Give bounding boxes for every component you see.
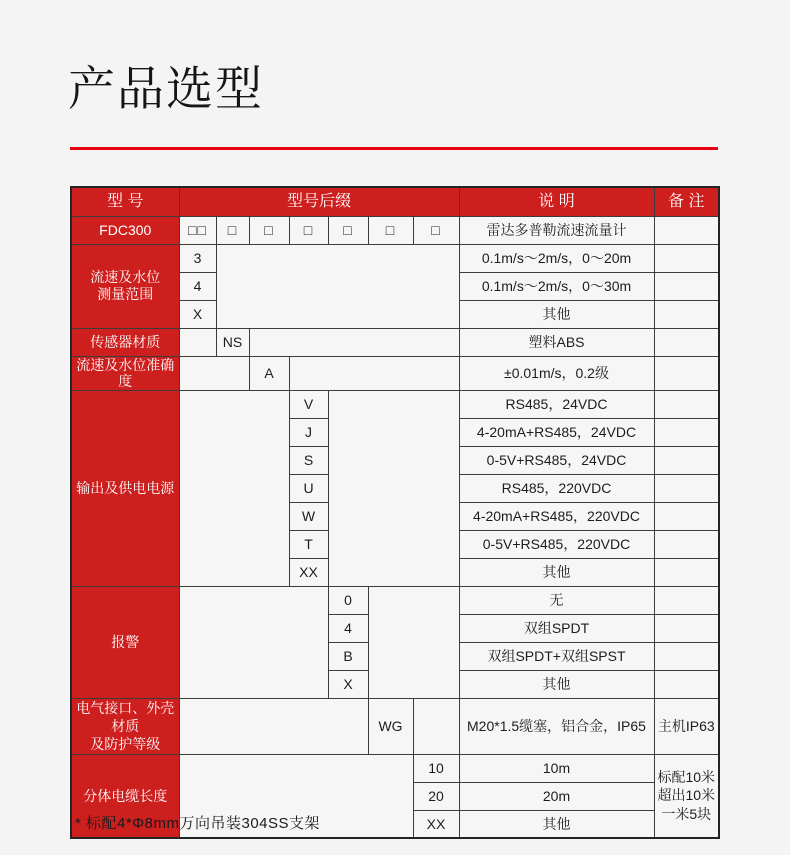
remark-cell (654, 615, 719, 643)
desc-cell: 0.1m/s～2m/s，0～30m (459, 272, 654, 300)
table-row (71, 328, 719, 356)
table-row (71, 587, 719, 615)
group-label-electrical (71, 699, 179, 755)
empty-cell (216, 244, 459, 328)
remark-cell (654, 643, 719, 671)
remark-line: 标配10米 (657, 768, 716, 785)
desc-cell: 0.1m/s～2m/s，0～20m (459, 244, 654, 272)
empty-cell (179, 356, 249, 391)
desc-cell: 无 (459, 587, 654, 615)
remark-cell (654, 391, 719, 419)
group-label-line: 及防护等级 (90, 736, 161, 753)
desc-cell: 20m (459, 782, 654, 810)
table-row-fdc300 (71, 216, 719, 244)
remark-cell (654, 328, 719, 356)
remark-cell (654, 671, 719, 699)
desc-cell: 4-20mA+RS485，220VDC (459, 503, 654, 531)
column-header-model: 型 号 (71, 187, 179, 216)
remark-cell: 主机IP63 (654, 699, 719, 755)
suffix-box-cell: □ (216, 216, 249, 244)
desc-cell: 0-5V+RS485，220VDC (459, 531, 654, 559)
code-cell: B (328, 643, 368, 671)
desc-cell: 塑料ABS (459, 328, 654, 356)
code-cell: T (289, 531, 328, 559)
desc-cell: RS485，220VDC (459, 475, 654, 503)
desc-cell: M20*1.5缆塞，铝合金，IP65 (459, 699, 654, 755)
code-cell: 20 (413, 782, 459, 810)
group-label-sensor: 传感器材质 (71, 328, 179, 356)
desc-cell: 其他 (459, 810, 654, 838)
desc-cell: RS485，24VDC (459, 391, 654, 419)
suffix-box-cell: □□ (179, 216, 216, 244)
code-cell: X (179, 300, 216, 328)
desc-cell: 其他 (459, 300, 654, 328)
code-cell: 10 (413, 754, 459, 782)
desc-cell: 0-5V+RS485，24VDC (459, 447, 654, 475)
empty-cell (328, 391, 459, 587)
remark-cell (654, 587, 719, 615)
table-row (71, 699, 719, 755)
remark-cell (654, 531, 719, 559)
column-header-desc: 说 明 (459, 187, 654, 216)
desc-cell: 双组SPDT+双组SPST (459, 643, 654, 671)
group-label-line: 流速及水位 (90, 268, 161, 285)
remark-cell (654, 244, 719, 272)
suffix-box-cell: □ (413, 216, 459, 244)
group-label-line: 测量范围 (97, 286, 154, 302)
desc-cell: 双组SPDT (459, 615, 654, 643)
remark-cell (654, 272, 719, 300)
table-row (71, 391, 719, 419)
desc-cell: 其他 (459, 559, 654, 587)
remark-cell (654, 447, 719, 475)
remark-line: 一米5块 (661, 806, 712, 823)
remark-cell (654, 503, 719, 531)
desc-cell: ±0.01m/s，0.2级 (459, 356, 654, 391)
suffix-box-cell: □ (368, 216, 413, 244)
empty-cell (179, 328, 216, 356)
column-header-remark: 备 注 (654, 187, 719, 216)
code-cell: XX (289, 559, 328, 587)
table-row (71, 754, 719, 782)
page-title: 产品选型 (68, 62, 264, 115)
remark-line: 超出10米 (657, 787, 716, 804)
table-row (71, 244, 719, 272)
code-cell: A (249, 356, 289, 391)
table-row (71, 356, 719, 391)
empty-cell (179, 391, 289, 587)
group-label-output: 输出及供电电源 (71, 391, 179, 587)
code-cell: J (289, 419, 328, 447)
title-divider (70, 147, 718, 150)
remark-cell (654, 216, 719, 244)
remark-cell (654, 475, 719, 503)
column-header-suffix: 型号后缀 (179, 187, 459, 216)
group-label-range (71, 244, 179, 328)
code-cell: NS (216, 328, 249, 356)
suffix-box-cell: □ (328, 216, 368, 244)
remark-cell (654, 559, 719, 587)
table-header-row (71, 187, 719, 216)
code-cell: 3 (179, 244, 216, 272)
remark-cell (654, 300, 719, 328)
code-cell: W (289, 503, 328, 531)
desc-cell: 雷达多普勒流速流量计 (459, 216, 654, 244)
desc-cell: 10m (459, 754, 654, 782)
group-label-alarm: 报警 (71, 587, 179, 699)
code-cell: WG (368, 699, 413, 755)
code-cell: XX (413, 810, 459, 838)
desc-cell: 其他 (459, 671, 654, 699)
group-label-cable: 分体电缆长度 (71, 754, 179, 838)
empty-cell (179, 699, 368, 755)
code-cell: 4 (328, 615, 368, 643)
group-label-accuracy: 流速及水位准确度 (71, 356, 179, 391)
remark-cell (654, 419, 719, 447)
code-cell: 0 (328, 587, 368, 615)
suffix-box-cell: □ (289, 216, 328, 244)
empty-cell (413, 699, 459, 755)
suffix-box-cell: □ (249, 216, 289, 244)
code-cell: V (289, 391, 328, 419)
code-cell: X (328, 671, 368, 699)
footnote: * 标配4*Φ8mm万向吊装304SS支架 (75, 815, 321, 832)
empty-cell (289, 356, 459, 391)
remark-cell-cable (654, 754, 719, 838)
code-cell: U (289, 475, 328, 503)
code-cell: S (289, 447, 328, 475)
remark-cell (654, 356, 719, 391)
group-label-line: 电气接口、外壳材质 (76, 700, 175, 735)
code-cell: 4 (179, 272, 216, 300)
empty-cell (249, 328, 459, 356)
product-selection-table (70, 186, 720, 839)
model-name-cell: FDC300 (71, 216, 179, 244)
desc-cell: 4-20mA+RS485，24VDC (459, 419, 654, 447)
empty-cell (179, 587, 328, 699)
empty-cell (368, 587, 459, 699)
